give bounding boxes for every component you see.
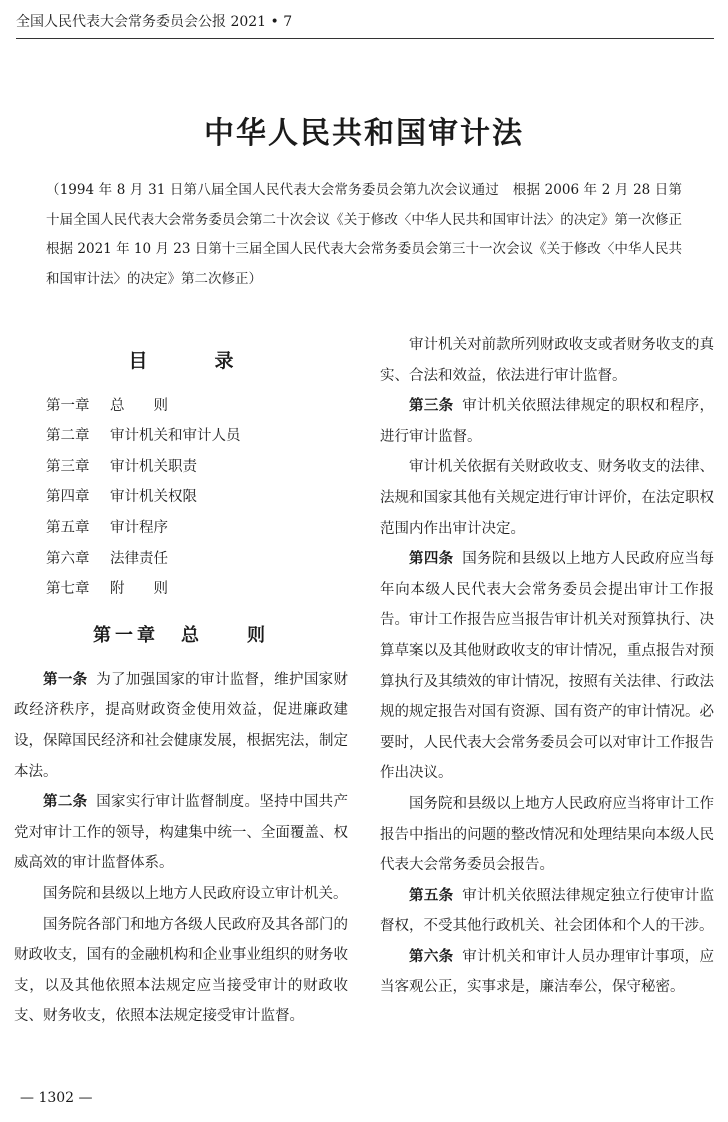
journal-header: 全国人民代表大会常务委员会公报 2021 • 7: [16, 12, 714, 39]
article-3: 第三条 审计机关依照法律规定的职权和程序，进行审计监督。: [380, 397, 715, 445]
page-number: — 1302 —: [20, 1090, 93, 1106]
toc-item: 第二章 审计机关和审计人员: [46, 428, 241, 445]
article-label: 第六条: [409, 947, 454, 965]
preamble: （1994 年 8 月 31 日第八届全国人民代表大会常务委员会第九次会议通过 根据 2006 年 2 月 28 日第十届全国人民代表大会常务委员会第二十次会议《关于修改〈中华人民共和国审计法〉的决定》第一次修正 根据 2021 年 10 月 23 日第十三届全国人民代表大会常务委员会第三十一次会议《关于修改〈中华人民共和国审计法〉的决定》第二次修正）: [46, 182, 696, 287]
article-label: 第三条: [409, 397, 454, 415]
article-label: 第一条: [43, 670, 88, 688]
paragraph: 国务院和县级以上地方人民政府设立审计机关。: [43, 885, 348, 902]
article-label: 第五条: [409, 886, 454, 904]
paragraph: 审计机关对前款所列财政收支或者财务收支的真实、合法和效益，依法进行审计监督。: [380, 337, 714, 384]
article-5: 第五条 审计机关依照法律规定独立行使审计监督权，不受其他行政机关、社会团体和个人的干涉。: [380, 886, 715, 935]
article-4: 第四条 国务院和县级以上地方人民政府应当每年向本级人民代表大会常务委员会提出审计工作报告。审计工作报告应当报告审计机关对预算执行、决算草案以及其他财政收支的审计情况，重点报告对预算执行及其绩效的审计情况，按照有关法律、行政法规的规定报告对国有资源、国有资产的审计情况。必要时，人民代表大会常务委员会可以对审计工作报告作出决议。: [380, 550, 715, 782]
toc-item: 第三章 审计机关职责: [46, 458, 197, 475]
toc-item: 第五章 审计程序: [46, 519, 168, 536]
toc-item: 第七章 附 则: [46, 581, 168, 598]
paragraph: 国务院各部门和地方各级人民政府及其各部门的财政收支，国有的金融机构和企业事业组织的财务收支，以及其他依照本法规定应当接受审计的财政收支、财务收支，依照本法规定接受审计监督。: [14, 916, 348, 1025]
article-1: 第一条 为了加强国家的审计监督，维护国家财政经济秩序，提高财政资金使用效益，促进廉政建设，保障国民经济和社会健康发展，根据宪法，制定本法。: [14, 670, 349, 780]
toc-item: 第六章 法律责任: [46, 550, 168, 567]
toc-item: 第四章 审计机关权限: [46, 489, 197, 506]
article-2: 第二条 国家实行审计监督制度。坚持中国共产党对审计工作的领导，构建集中统一、全面覆盖、权威高效的审计监督体系。: [14, 793, 349, 872]
toc-title: 目 录: [128, 350, 258, 372]
article-6: 第六条 审计机关和审计人员办理审计事项，应当客观公正，实事求是，廉洁奉公，保守秘密。: [380, 947, 715, 996]
toc-item: 第一章 总 则: [46, 397, 168, 414]
right-column: [380, 330, 714, 1003]
left-column: [14, 346, 348, 1032]
article-label: 第四条: [409, 550, 454, 568]
table-of-contents: [14, 391, 348, 605]
article-label: 第二条: [43, 793, 88, 811]
paragraph: 审计机关依据有关财政收支、财务收支的法律、法规和国家其他有关规定进行审计评价，在法定职权范围内作出审计决定。: [380, 459, 714, 537]
law-title: 中华人民共和国审计法: [204, 116, 524, 151]
paragraph: 国务院和县级以上地方人民政府应当将审计工作报告中指出的问题的整改情况和处理结果向本级人民代表大会常务委员会报告。: [380, 795, 714, 874]
chapter-heading: 第一章 总 则: [93, 624, 269, 646]
